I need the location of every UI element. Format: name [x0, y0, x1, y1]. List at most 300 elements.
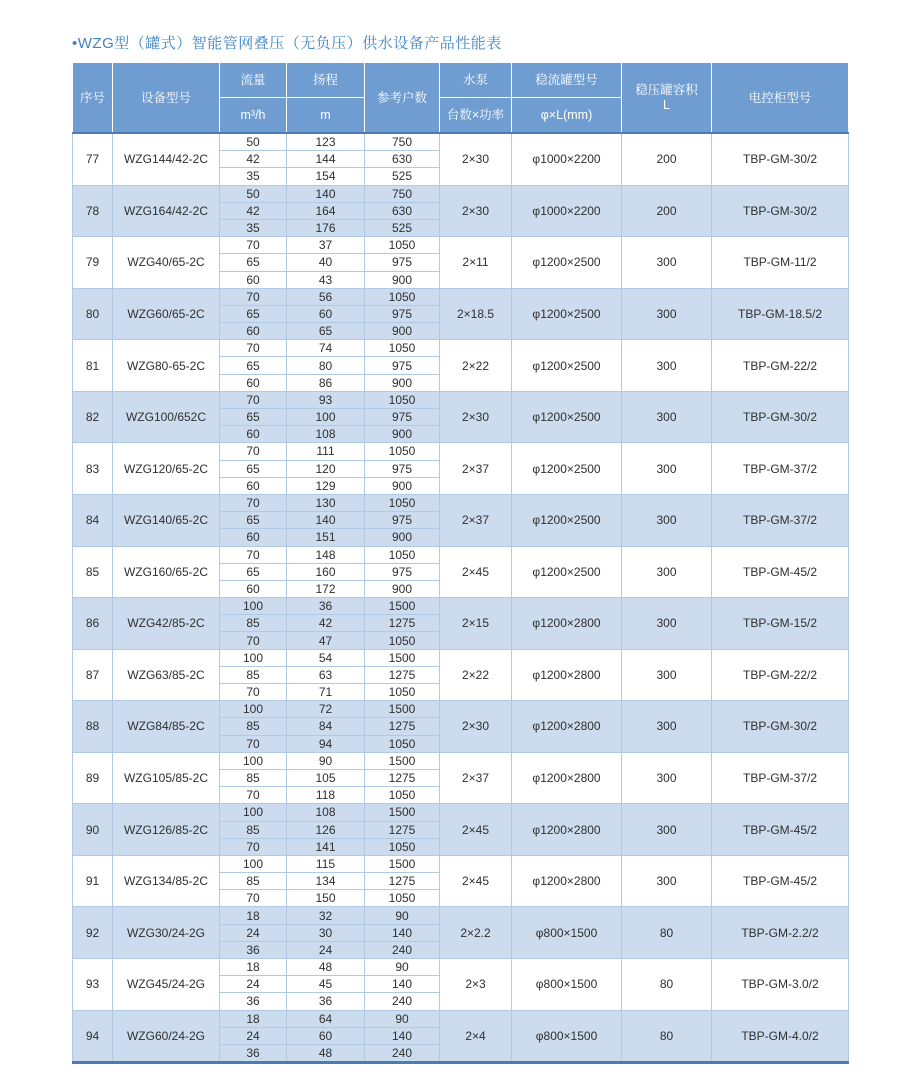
cell-households: 975 — [365, 409, 440, 426]
cell-pump-power: 2×18.5 — [440, 288, 512, 340]
cell-households: 900 — [365, 426, 440, 443]
cell-tank-model: φ1200×2800 — [512, 752, 622, 804]
cell-households: 750 — [365, 185, 440, 202]
cell-flow: 36 — [220, 941, 287, 958]
header-head: 扬程 — [287, 63, 365, 98]
cell-model: WZG84/85-2C — [113, 701, 220, 753]
cell-head: 148 — [287, 546, 365, 563]
cell-tank-model: φ1200×2800 — [512, 804, 622, 856]
cell-head: 48 — [287, 1044, 365, 1062]
cell-households: 900 — [365, 323, 440, 340]
cell-control-cabinet: TBP-GM-30/2 — [712, 185, 849, 237]
table-body — [73, 133, 849, 1063]
cell-head: 154 — [287, 168, 365, 185]
cell-head: 63 — [287, 666, 365, 683]
cell-control-cabinet: TBP-GM-37/2 — [712, 494, 849, 546]
cell-head: 42 — [287, 615, 365, 632]
table-row — [73, 907, 849, 924]
cell-flow: 85 — [220, 615, 287, 632]
table-row — [73, 1010, 849, 1027]
table-row — [73, 185, 849, 202]
cell-head: 56 — [287, 288, 365, 305]
cell-serial-number: 89 — [73, 752, 113, 804]
cell-tank-volume: 300 — [622, 804, 712, 856]
cell-control-cabinet: TBP-GM-45/2 — [712, 804, 849, 856]
table-header — [73, 63, 849, 134]
cell-tank-volume: 80 — [622, 907, 712, 959]
cell-head: 134 — [287, 873, 365, 890]
cell-control-cabinet: TBP-GM-4.0/2 — [712, 1010, 849, 1063]
cell-model: WZG60/24-2G — [113, 1010, 220, 1063]
cell-households: 1500 — [365, 649, 440, 666]
cell-pump-power: 2×3 — [440, 959, 512, 1011]
cell-tank-model: φ1000×2200 — [512, 185, 622, 237]
cell-head: 150 — [287, 890, 365, 907]
cell-households: 1050 — [365, 340, 440, 357]
cell-tank-model: φ1000×2200 — [512, 133, 622, 185]
cell-tank-model: φ800×1500 — [512, 1010, 622, 1063]
cell-flow: 24 — [220, 924, 287, 941]
cell-tank-volume: 300 — [622, 237, 712, 289]
cell-flow: 42 — [220, 202, 287, 219]
cell-flow: 42 — [220, 151, 287, 168]
cell-model: WZG120/65-2C — [113, 443, 220, 495]
cell-control-cabinet: TBP-GM-15/2 — [712, 598, 849, 650]
cell-flow: 70 — [220, 787, 287, 804]
cell-pump-power: 2×4 — [440, 1010, 512, 1063]
cell-pump-power: 2×37 — [440, 752, 512, 804]
header-tank-model: 稳流罐型号 — [512, 63, 622, 98]
table-row — [73, 546, 849, 563]
header-model: 设备型号 — [113, 63, 220, 134]
cell-flow: 70 — [220, 237, 287, 254]
cell-flow: 100 — [220, 598, 287, 615]
cell-tank-model: φ800×1500 — [512, 907, 622, 959]
cell-control-cabinet: TBP-GM-30/2 — [712, 391, 849, 443]
cell-serial-number: 91 — [73, 855, 113, 907]
cell-head: 43 — [287, 271, 365, 288]
cell-head: 108 — [287, 426, 365, 443]
cell-households: 1050 — [365, 838, 440, 855]
cell-model: WZG40/65-2C — [113, 237, 220, 289]
cell-serial-number: 81 — [73, 340, 113, 392]
cell-head: 172 — [287, 580, 365, 597]
cell-pump-power: 2×37 — [440, 494, 512, 546]
cell-households: 1500 — [365, 804, 440, 821]
cell-households: 525 — [365, 168, 440, 185]
header-tank-unit: φ×L(mm) — [512, 98, 622, 134]
cell-serial-number: 94 — [73, 1010, 113, 1063]
cell-households: 1500 — [365, 752, 440, 769]
cell-flow: 100 — [220, 649, 287, 666]
header-serial-number: 序号 — [73, 63, 113, 134]
header-pressure-tank-volume-unit: L — [663, 97, 670, 112]
cell-flow: 18 — [220, 907, 287, 924]
cell-flow: 60 — [220, 580, 287, 597]
header-pressure-tank-volume-label: 稳压罐容积 — [635, 82, 698, 97]
cell-households: 1500 — [365, 598, 440, 615]
cell-flow: 70 — [220, 340, 287, 357]
header-control-cabinet: 电控柜型号 — [712, 63, 849, 134]
header-flow: 流量 — [220, 63, 287, 98]
cell-households: 90 — [365, 907, 440, 924]
cell-head: 60 — [287, 305, 365, 322]
cell-tank-model: φ1200×2500 — [512, 494, 622, 546]
cell-flow: 70 — [220, 443, 287, 460]
cell-head: 100 — [287, 409, 365, 426]
cell-serial-number: 79 — [73, 237, 113, 289]
cell-pump-power: 2×30 — [440, 701, 512, 753]
cell-households: 900 — [365, 271, 440, 288]
table-row — [73, 133, 849, 151]
cell-head: 176 — [287, 219, 365, 236]
cell-head: 60 — [287, 1027, 365, 1044]
cell-households: 1275 — [365, 666, 440, 683]
cell-flow: 18 — [220, 1010, 287, 1027]
cell-households: 1050 — [365, 632, 440, 649]
cell-serial-number: 77 — [73, 133, 113, 185]
header-households: 参考户数 — [365, 63, 440, 134]
cell-head: 64 — [287, 1010, 365, 1027]
cell-flow: 100 — [220, 855, 287, 872]
cell-head: 151 — [287, 529, 365, 546]
cell-head: 94 — [287, 735, 365, 752]
table-row — [73, 340, 849, 357]
cell-pump-power: 2×45 — [440, 855, 512, 907]
cell-serial-number: 90 — [73, 804, 113, 856]
cell-pump-power: 2×2.2 — [440, 907, 512, 959]
cell-serial-number: 93 — [73, 959, 113, 1011]
cell-control-cabinet: TBP-GM-22/2 — [712, 649, 849, 701]
cell-flow: 85 — [220, 873, 287, 890]
cell-pump-power: 2×30 — [440, 185, 512, 237]
cell-head: 65 — [287, 323, 365, 340]
table-row — [73, 804, 849, 821]
cell-tank-volume: 200 — [622, 133, 712, 185]
cell-households: 975 — [365, 254, 440, 271]
cell-head: 48 — [287, 959, 365, 976]
table-row — [73, 443, 849, 460]
cell-model: WZG60/65-2C — [113, 288, 220, 340]
cell-flow: 65 — [220, 409, 287, 426]
cell-tank-model: φ800×1500 — [512, 959, 622, 1011]
cell-model: WZG126/85-2C — [113, 804, 220, 856]
cell-households: 1050 — [365, 890, 440, 907]
cell-households: 1050 — [365, 288, 440, 305]
cell-flow: 70 — [220, 632, 287, 649]
cell-head: 71 — [287, 684, 365, 701]
table-row — [73, 649, 849, 666]
cell-pump-power: 2×22 — [440, 649, 512, 701]
cell-model: WZG134/85-2C — [113, 855, 220, 907]
cell-flow: 70 — [220, 494, 287, 511]
cell-households: 1050 — [365, 443, 440, 460]
cell-control-cabinet: TBP-GM-37/2 — [712, 443, 849, 495]
cell-serial-number: 88 — [73, 701, 113, 753]
cell-head: 40 — [287, 254, 365, 271]
header-flow-unit: m³/h — [220, 98, 287, 134]
cell-tank-volume: 300 — [622, 752, 712, 804]
cell-model: WZG144/42-2C — [113, 133, 220, 185]
cell-head: 160 — [287, 563, 365, 580]
cell-head: 32 — [287, 907, 365, 924]
cell-head: 47 — [287, 632, 365, 649]
cell-households: 900 — [365, 529, 440, 546]
cell-tank-volume: 300 — [622, 443, 712, 495]
cell-model: WZG30/24-2G — [113, 907, 220, 959]
cell-flow: 24 — [220, 1027, 287, 1044]
table-row — [73, 752, 849, 769]
cell-flow: 70 — [220, 684, 287, 701]
table-row — [73, 288, 849, 305]
header-pump-unit: 台数×功率 — [440, 98, 512, 134]
cell-control-cabinet: TBP-GM-18.5/2 — [712, 288, 849, 340]
cell-tank-model: φ1200×2800 — [512, 649, 622, 701]
cell-tank-volume: 80 — [622, 959, 712, 1011]
cell-flow: 18 — [220, 959, 287, 976]
cell-serial-number: 92 — [73, 907, 113, 959]
cell-households: 90 — [365, 1010, 440, 1027]
cell-flow: 60 — [220, 426, 287, 443]
cell-head: 140 — [287, 185, 365, 202]
cell-flow: 65 — [220, 305, 287, 322]
cell-head: 129 — [287, 477, 365, 494]
cell-tank-model: φ1200×2800 — [512, 855, 622, 907]
cell-households: 90 — [365, 959, 440, 976]
cell-households: 975 — [365, 357, 440, 374]
cell-tank-model: φ1200×2500 — [512, 340, 622, 392]
cell-serial-number: 87 — [73, 649, 113, 701]
cell-flow: 70 — [220, 391, 287, 408]
cell-flow: 70 — [220, 546, 287, 563]
cell-households: 975 — [365, 563, 440, 580]
cell-model: WZG63/85-2C — [113, 649, 220, 701]
cell-head: 54 — [287, 649, 365, 666]
cell-households: 900 — [365, 580, 440, 597]
cell-flow: 36 — [220, 1044, 287, 1062]
header-head-unit: m — [287, 98, 365, 134]
cell-control-cabinet: TBP-GM-22/2 — [712, 340, 849, 392]
cell-model: WZG105/85-2C — [113, 752, 220, 804]
cell-households: 750 — [365, 133, 440, 151]
cell-tank-model: φ1200×2800 — [512, 701, 622, 753]
cell-tank-model: φ1200×2500 — [512, 288, 622, 340]
cell-tank-model: φ1200×2500 — [512, 391, 622, 443]
cell-flow: 85 — [220, 718, 287, 735]
cell-head: 37 — [287, 237, 365, 254]
cell-flow: 70 — [220, 735, 287, 752]
cell-households: 630 — [365, 151, 440, 168]
cell-tank-volume: 300 — [622, 494, 712, 546]
cell-flow: 100 — [220, 701, 287, 718]
cell-households: 1275 — [365, 821, 440, 838]
cell-households: 1500 — [365, 855, 440, 872]
cell-tank-volume: 300 — [622, 340, 712, 392]
cell-flow: 65 — [220, 357, 287, 374]
cell-tank-volume: 300 — [622, 855, 712, 907]
cell-serial-number: 85 — [73, 546, 113, 598]
cell-head: 36 — [287, 993, 365, 1010]
cell-pump-power: 2×45 — [440, 546, 512, 598]
cell-pump-power: 2×45 — [440, 804, 512, 856]
cell-flow: 50 — [220, 185, 287, 202]
cell-model: WZG80-65-2C — [113, 340, 220, 392]
cell-households: 140 — [365, 1027, 440, 1044]
cell-flow: 50 — [220, 133, 287, 151]
cell-tank-model: φ1200×2800 — [512, 598, 622, 650]
cell-flow: 35 — [220, 168, 287, 185]
cell-model: WZG100/652C — [113, 391, 220, 443]
cell-flow: 65 — [220, 460, 287, 477]
cell-head: 140 — [287, 512, 365, 529]
cell-flow: 85 — [220, 666, 287, 683]
cell-flow: 100 — [220, 804, 287, 821]
cell-head: 72 — [287, 701, 365, 718]
cell-flow: 60 — [220, 529, 287, 546]
cell-head: 130 — [287, 494, 365, 511]
cell-households: 1275 — [365, 769, 440, 786]
cell-tank-volume: 80 — [622, 1010, 712, 1063]
cell-flow: 65 — [220, 512, 287, 529]
cell-households: 1050 — [365, 735, 440, 752]
header-pressure-tank-volume — [622, 63, 712, 134]
cell-tank-model: φ1200×2500 — [512, 443, 622, 495]
cell-flow: 70 — [220, 838, 287, 855]
cell-flow: 36 — [220, 993, 287, 1010]
cell-control-cabinet: TBP-GM-2.2/2 — [712, 907, 849, 959]
cell-head: 115 — [287, 855, 365, 872]
cell-households: 975 — [365, 305, 440, 322]
cell-flow: 70 — [220, 890, 287, 907]
cell-serial-number: 78 — [73, 185, 113, 237]
cell-flow: 85 — [220, 821, 287, 838]
cell-head: 93 — [287, 391, 365, 408]
cell-tank-model: φ1200×2500 — [512, 546, 622, 598]
cell-pump-power: 2×22 — [440, 340, 512, 392]
cell-households: 630 — [365, 202, 440, 219]
cell-households: 900 — [365, 477, 440, 494]
cell-control-cabinet: TBP-GM-11/2 — [712, 237, 849, 289]
cell-pump-power: 2×30 — [440, 133, 512, 185]
cell-households: 1050 — [365, 237, 440, 254]
cell-head: 84 — [287, 718, 365, 735]
cell-head: 126 — [287, 821, 365, 838]
cell-head: 24 — [287, 941, 365, 958]
cell-model: WZG45/24-2G — [113, 959, 220, 1011]
cell-households: 140 — [365, 976, 440, 993]
cell-head: 141 — [287, 838, 365, 855]
cell-flow: 24 — [220, 976, 287, 993]
cell-flow: 85 — [220, 769, 287, 786]
cell-serial-number: 82 — [73, 391, 113, 443]
cell-head: 30 — [287, 924, 365, 941]
cell-head: 164 — [287, 202, 365, 219]
cell-flow: 70 — [220, 288, 287, 305]
cell-households: 1275 — [365, 615, 440, 632]
cell-households: 1050 — [365, 684, 440, 701]
cell-head: 45 — [287, 976, 365, 993]
cell-households: 1050 — [365, 494, 440, 511]
cell-flow: 60 — [220, 323, 287, 340]
cell-tank-volume: 300 — [622, 598, 712, 650]
cell-households: 900 — [365, 374, 440, 391]
table-row — [73, 237, 849, 254]
cell-control-cabinet: TBP-GM-37/2 — [712, 752, 849, 804]
cell-flow: 60 — [220, 271, 287, 288]
cell-control-cabinet: TBP-GM-30/2 — [712, 701, 849, 753]
cell-households: 525 — [365, 219, 440, 236]
cell-households: 1050 — [365, 787, 440, 804]
cell-households: 240 — [365, 1044, 440, 1062]
cell-households: 1050 — [365, 391, 440, 408]
cell-tank-volume: 300 — [622, 391, 712, 443]
cell-households: 975 — [365, 512, 440, 529]
product-performance-table — [72, 62, 849, 1064]
cell-flow: 65 — [220, 563, 287, 580]
cell-households: 1500 — [365, 701, 440, 718]
cell-tank-volume: 300 — [622, 649, 712, 701]
cell-households: 240 — [365, 993, 440, 1010]
cell-pump-power: 2×15 — [440, 598, 512, 650]
header-pump: 水泵 — [440, 63, 512, 98]
cell-head: 36 — [287, 598, 365, 615]
cell-model: WZG160/65-2C — [113, 546, 220, 598]
cell-head: 111 — [287, 443, 365, 460]
cell-flow: 65 — [220, 254, 287, 271]
cell-households: 1275 — [365, 718, 440, 735]
page-title: •WZG型（罐式）智能管网叠压（无负压）供水设备产品性能表 — [72, 35, 502, 52]
table-row — [73, 494, 849, 511]
cell-serial-number: 84 — [73, 494, 113, 546]
cell-control-cabinet: TBP-GM-45/2 — [712, 546, 849, 598]
cell-flow: 35 — [220, 219, 287, 236]
cell-pump-power: 2×30 — [440, 391, 512, 443]
cell-flow: 100 — [220, 752, 287, 769]
cell-households: 1275 — [365, 873, 440, 890]
table-row — [73, 598, 849, 615]
table-row — [73, 855, 849, 872]
cell-head: 123 — [287, 133, 365, 151]
cell-households: 975 — [365, 460, 440, 477]
cell-tank-volume: 300 — [622, 546, 712, 598]
cell-pump-power: 2×37 — [440, 443, 512, 495]
cell-head: 144 — [287, 151, 365, 168]
cell-serial-number: 80 — [73, 288, 113, 340]
table-row — [73, 959, 849, 976]
cell-pump-power: 2×11 — [440, 237, 512, 289]
cell-flow: 60 — [220, 477, 287, 494]
cell-tank-volume: 300 — [622, 288, 712, 340]
cell-model: WZG140/65-2C — [113, 494, 220, 546]
cell-model: WZG164/42-2C — [113, 185, 220, 237]
cell-head: 105 — [287, 769, 365, 786]
cell-head: 118 — [287, 787, 365, 804]
cell-head: 90 — [287, 752, 365, 769]
cell-head: 74 — [287, 340, 365, 357]
cell-head: 108 — [287, 804, 365, 821]
cell-head: 86 — [287, 374, 365, 391]
cell-tank-volume: 300 — [622, 701, 712, 753]
cell-control-cabinet: TBP-GM-45/2 — [712, 855, 849, 907]
cell-serial-number: 86 — [73, 598, 113, 650]
cell-serial-number: 83 — [73, 443, 113, 495]
cell-control-cabinet: TBP-GM-3.0/2 — [712, 959, 849, 1011]
table-row — [73, 701, 849, 718]
cell-control-cabinet: TBP-GM-30/2 — [712, 133, 849, 185]
cell-tank-volume: 200 — [622, 185, 712, 237]
cell-tank-model: φ1200×2500 — [512, 237, 622, 289]
cell-households: 140 — [365, 924, 440, 941]
